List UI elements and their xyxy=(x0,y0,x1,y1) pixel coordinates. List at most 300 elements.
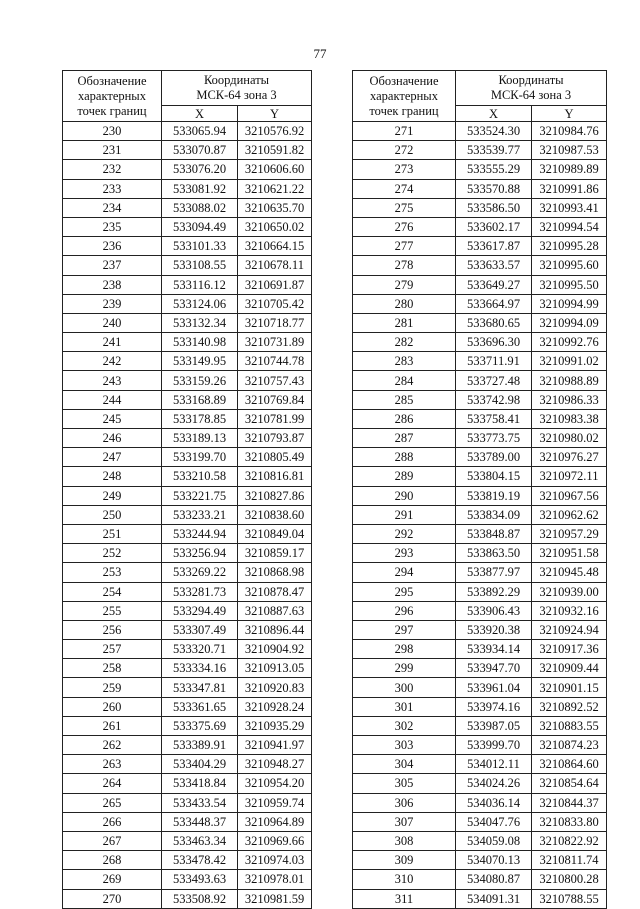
point-number-cell: 280 xyxy=(353,294,456,313)
table-row xyxy=(63,467,312,486)
x-coordinate-cell: 533478.42 xyxy=(162,851,238,870)
y-coordinate-cell: 3210924.94 xyxy=(532,620,607,639)
y-coordinate-cell: 3210964.89 xyxy=(238,812,312,831)
y-coordinate-cell: 3210793.87 xyxy=(238,429,312,448)
point-number-cell: 251 xyxy=(63,524,162,543)
y-coordinate-cell: 3210868.98 xyxy=(238,563,312,582)
point-number-cell: 275 xyxy=(353,198,456,217)
table-row xyxy=(63,889,312,908)
table-row xyxy=(63,275,312,294)
point-number-cell: 282 xyxy=(353,333,456,352)
table-row xyxy=(63,659,312,678)
x-coordinate-cell: 533294.49 xyxy=(162,601,238,620)
table-row xyxy=(353,122,607,141)
point-number-cell: 232 xyxy=(63,160,162,179)
x-coordinate-cell: 533906.43 xyxy=(456,601,532,620)
y-coordinate-cell: 3210822.92 xyxy=(532,831,607,850)
table-row xyxy=(353,812,607,831)
point-number-cell: 291 xyxy=(353,505,456,524)
table-body-left xyxy=(63,122,312,909)
x-coordinate-cell: 533132.34 xyxy=(162,313,238,332)
table-row xyxy=(353,179,607,198)
table-row xyxy=(63,409,312,428)
coordinates-header-line: Координаты xyxy=(203,73,270,87)
y-coordinate-cell: 3210781.99 xyxy=(238,409,312,428)
point-number-cell: 266 xyxy=(63,812,162,831)
x-coordinate-cell: 534070.13 xyxy=(456,851,532,870)
y-coordinate-cell: 3210972.11 xyxy=(532,467,607,486)
x-coordinate-cell: 533974.16 xyxy=(456,697,532,716)
x-coordinate-cell: 534036.14 xyxy=(456,793,532,812)
table-row xyxy=(63,179,312,198)
y-coordinate-cell: 3210744.78 xyxy=(238,352,312,371)
y-coordinate-cell: 3210691.87 xyxy=(238,275,312,294)
y-coordinate-cell: 3210993.41 xyxy=(532,198,607,217)
y-coordinate-cell: 3210878.47 xyxy=(238,582,312,601)
x-coordinate-cell: 533116.12 xyxy=(162,275,238,294)
point-number-cell: 235 xyxy=(63,217,162,236)
y-coordinate-cell: 3210951.58 xyxy=(532,544,607,563)
point-number-cell: 258 xyxy=(63,659,162,678)
x-coordinate-cell: 533178.85 xyxy=(162,409,238,428)
table-row xyxy=(353,563,607,582)
x-coordinate-cell: 533244.94 xyxy=(162,524,238,543)
y-coordinate-cell: 3210992.76 xyxy=(532,333,607,352)
point-number-cell: 310 xyxy=(353,870,456,889)
y-coordinate-cell: 3210978.01 xyxy=(238,870,312,889)
x-coordinate-cell: 533281.73 xyxy=(162,582,238,601)
y-coordinate-cell: 3210994.54 xyxy=(532,217,607,236)
y-coordinate-cell: 3210987.53 xyxy=(532,141,607,160)
table-row xyxy=(353,736,607,755)
y-coordinate-cell: 3210959.74 xyxy=(238,793,312,812)
y-coordinate-cell: 3210896.44 xyxy=(238,620,312,639)
table-row xyxy=(63,122,312,141)
point-number-cell: 278 xyxy=(353,256,456,275)
table-row xyxy=(353,659,607,678)
table-row xyxy=(63,198,312,217)
point-number-cell: 261 xyxy=(63,716,162,735)
table-row xyxy=(353,198,607,217)
x-header: X xyxy=(456,106,532,122)
x-coordinate-cell: 533140.98 xyxy=(162,333,238,352)
table-row xyxy=(353,256,607,275)
table-row xyxy=(353,697,607,716)
coordinates-table-right xyxy=(352,70,607,909)
x-coordinate-cell: 533233.21 xyxy=(162,505,238,524)
point-number-cell: 239 xyxy=(63,294,162,313)
y-coordinate-cell: 3210941.97 xyxy=(238,736,312,755)
y-coordinate-cell: 3210995.50 xyxy=(532,275,607,294)
y-coordinate-cell: 3210967.56 xyxy=(532,486,607,505)
y-coordinate-cell: 3210913.05 xyxy=(238,659,312,678)
x-coordinate-cell: 533508.92 xyxy=(162,889,238,908)
y-coordinate-cell: 3210991.86 xyxy=(532,179,607,198)
x-coordinate-cell: 533269.22 xyxy=(162,563,238,582)
point-number-cell: 245 xyxy=(63,409,162,428)
y-coordinate-cell: 3210988.89 xyxy=(532,371,607,390)
point-number-cell: 249 xyxy=(63,486,162,505)
table-row xyxy=(63,313,312,332)
point-number-cell: 298 xyxy=(353,640,456,659)
point-number-cell: 263 xyxy=(63,755,162,774)
table-row xyxy=(63,333,312,352)
point-number-cell: 287 xyxy=(353,429,456,448)
point-number-cell: 272 xyxy=(353,141,456,160)
x-coordinate-cell: 533570.88 xyxy=(456,179,532,198)
y-coordinate-cell: 3210939.00 xyxy=(532,582,607,601)
table-row xyxy=(63,793,312,812)
point-number-cell: 270 xyxy=(63,889,162,908)
coordinates-header xyxy=(456,71,607,106)
point-number-cell: 262 xyxy=(63,736,162,755)
point-number-cell: 290 xyxy=(353,486,456,505)
y-coordinate-cell: 3210838.60 xyxy=(238,505,312,524)
x-coordinate-cell: 534012.11 xyxy=(456,755,532,774)
x-coordinate-cell: 533081.92 xyxy=(162,179,238,198)
table-row xyxy=(353,390,607,409)
y-coordinate-cell: 3210705.42 xyxy=(238,294,312,313)
table-row xyxy=(63,697,312,716)
point-number-cell: 274 xyxy=(353,179,456,198)
x-coordinate-cell: 534047.76 xyxy=(456,812,532,831)
y-coordinate-cell: 3210849.04 xyxy=(238,524,312,543)
y-coordinate-cell: 3210948.27 xyxy=(238,755,312,774)
y-coordinate-cell: 3210864.60 xyxy=(532,755,607,774)
x-coordinate-cell: 533789.00 xyxy=(456,448,532,467)
table-row xyxy=(63,256,312,275)
y-coordinate-cell: 3210995.60 xyxy=(532,256,607,275)
designation-header-line: характерных xyxy=(370,88,438,103)
point-number-cell: 242 xyxy=(63,352,162,371)
point-number-cell: 253 xyxy=(63,563,162,582)
x-coordinate-cell: 533065.94 xyxy=(162,122,238,141)
y-coordinate-cell: 3210969.66 xyxy=(238,831,312,850)
table-row xyxy=(63,563,312,582)
y-coordinate-cell: 3210986.33 xyxy=(532,390,607,409)
x-coordinate-cell: 533877.97 xyxy=(456,563,532,582)
table-row xyxy=(63,505,312,524)
x-coordinate-cell: 533124.06 xyxy=(162,294,238,313)
x-header: X xyxy=(162,106,238,122)
point-number-cell: 257 xyxy=(63,640,162,659)
point-number-cell: 292 xyxy=(353,524,456,543)
point-number-cell: 255 xyxy=(63,601,162,620)
y-coordinate-cell: 3210892.52 xyxy=(532,697,607,716)
point-number-cell: 254 xyxy=(63,582,162,601)
point-number-cell: 243 xyxy=(63,371,162,390)
y-coordinate-cell: 3210718.77 xyxy=(238,313,312,332)
x-coordinate-cell: 533199.70 xyxy=(162,448,238,467)
y-coordinate-cell: 3210994.09 xyxy=(532,313,607,332)
y-coordinate-cell: 3210827.86 xyxy=(238,486,312,505)
y-coordinate-cell: 3210984.76 xyxy=(532,122,607,141)
point-number-cell: 306 xyxy=(353,793,456,812)
point-number-cell: 252 xyxy=(63,544,162,563)
point-number-cell: 269 xyxy=(63,870,162,889)
table-row xyxy=(63,141,312,160)
x-coordinate-cell: 533221.75 xyxy=(162,486,238,505)
point-number-cell: 281 xyxy=(353,313,456,332)
y-coordinate-cell: 3210976.27 xyxy=(532,448,607,467)
x-coordinate-cell: 533404.29 xyxy=(162,755,238,774)
y-coordinate-cell: 3210962.62 xyxy=(532,505,607,524)
x-coordinate-cell: 533076.20 xyxy=(162,160,238,179)
point-number-cell: 260 xyxy=(63,697,162,716)
y-coordinate-cell: 3210854.64 xyxy=(532,774,607,793)
y-coordinate-cell: 3210621.22 xyxy=(238,179,312,198)
point-number-cell: 302 xyxy=(353,716,456,735)
x-coordinate-cell: 533189.13 xyxy=(162,429,238,448)
y-coordinate-cell: 3210957.29 xyxy=(532,524,607,543)
x-coordinate-cell: 534080.87 xyxy=(456,870,532,889)
designation-header-line: точек границ xyxy=(369,103,439,118)
point-number-cell: 299 xyxy=(353,659,456,678)
table-row xyxy=(353,640,607,659)
y-coordinate-cell: 3210935.29 xyxy=(238,716,312,735)
table-row xyxy=(353,429,607,448)
table-row xyxy=(63,582,312,601)
designation-header xyxy=(63,71,162,122)
y-coordinate-cell: 3210769.84 xyxy=(238,390,312,409)
x-coordinate-cell: 533680.65 xyxy=(456,313,532,332)
x-coordinate-cell: 533361.65 xyxy=(162,697,238,716)
coordinates-header xyxy=(162,71,312,106)
designation-header-line: точек границ xyxy=(77,103,147,118)
x-coordinate-cell: 533070.87 xyxy=(162,141,238,160)
table-row xyxy=(63,831,312,850)
table-row xyxy=(353,333,607,352)
point-number-cell: 268 xyxy=(63,851,162,870)
point-number-cell: 288 xyxy=(353,448,456,467)
y-coordinate-cell: 3210757.43 xyxy=(238,371,312,390)
table-row xyxy=(353,620,607,639)
x-coordinate-cell: 533094.49 xyxy=(162,217,238,236)
x-coordinate-cell: 533320.71 xyxy=(162,640,238,659)
table-row xyxy=(353,582,607,601)
point-number-cell: 265 xyxy=(63,793,162,812)
table-row xyxy=(63,429,312,448)
y-coordinate-cell: 3210995.28 xyxy=(532,237,607,256)
point-number-cell: 248 xyxy=(63,467,162,486)
table-row xyxy=(353,275,607,294)
point-number-cell: 279 xyxy=(353,275,456,294)
x-coordinate-cell: 533947.70 xyxy=(456,659,532,678)
point-number-cell: 234 xyxy=(63,198,162,217)
x-coordinate-cell: 533149.95 xyxy=(162,352,238,371)
point-number-cell: 305 xyxy=(353,774,456,793)
point-number-cell: 271 xyxy=(353,122,456,141)
table-row xyxy=(63,237,312,256)
coordinates-header-line: Координаты xyxy=(498,73,564,87)
table-row xyxy=(353,409,607,428)
y-coordinate-cell: 3210981.59 xyxy=(238,889,312,908)
x-coordinate-cell: 533758.41 xyxy=(456,409,532,428)
x-coordinate-cell: 533834.09 xyxy=(456,505,532,524)
x-coordinate-cell: 533448.37 xyxy=(162,812,238,831)
x-coordinate-cell: 533159.26 xyxy=(162,371,238,390)
point-number-cell: 247 xyxy=(63,448,162,467)
designation-header-line: Обозначение xyxy=(77,73,147,88)
x-coordinate-cell: 533168.89 xyxy=(162,390,238,409)
point-number-cell: 300 xyxy=(353,678,456,697)
table-row xyxy=(63,601,312,620)
y-coordinate-cell: 3210980.02 xyxy=(532,429,607,448)
x-coordinate-cell: 534059.08 xyxy=(456,831,532,850)
point-number-cell: 244 xyxy=(63,390,162,409)
table-row xyxy=(63,755,312,774)
table-row xyxy=(63,678,312,697)
point-number-cell: 304 xyxy=(353,755,456,774)
x-coordinate-cell: 534091.31 xyxy=(456,889,532,908)
x-coordinate-cell: 533463.34 xyxy=(162,831,238,850)
x-coordinate-cell: 533987.05 xyxy=(456,716,532,735)
table-row xyxy=(63,544,312,563)
y-coordinate-cell: 3210576.92 xyxy=(238,122,312,141)
point-number-cell: 267 xyxy=(63,831,162,850)
point-number-cell: 284 xyxy=(353,371,456,390)
point-number-cell: 241 xyxy=(63,333,162,352)
x-coordinate-cell: 533347.81 xyxy=(162,678,238,697)
point-number-cell: 286 xyxy=(353,409,456,428)
x-coordinate-cell: 533334.16 xyxy=(162,659,238,678)
y-coordinate-cell: 3210731.89 xyxy=(238,333,312,352)
y-coordinate-cell: 3210635.70 xyxy=(238,198,312,217)
y-coordinate-cell: 3210606.60 xyxy=(238,160,312,179)
table-row xyxy=(353,870,607,889)
point-number-cell: 285 xyxy=(353,390,456,409)
table-row xyxy=(353,352,607,371)
y-coordinate-cell: 3210954.20 xyxy=(238,774,312,793)
y-coordinate-cell: 3210945.48 xyxy=(532,563,607,582)
x-coordinate-cell: 533210.58 xyxy=(162,467,238,486)
table-row xyxy=(353,141,607,160)
point-number-cell: 276 xyxy=(353,217,456,236)
point-number-cell: 231 xyxy=(63,141,162,160)
table-row xyxy=(63,870,312,889)
table-row xyxy=(63,217,312,236)
point-number-cell: 309 xyxy=(353,851,456,870)
x-coordinate-cell: 533602.17 xyxy=(456,217,532,236)
y-header: Y xyxy=(238,106,312,122)
x-coordinate-cell: 533307.49 xyxy=(162,620,238,639)
y-coordinate-cell: 3210788.55 xyxy=(532,889,607,908)
table-row xyxy=(353,831,607,850)
y-coordinate-cell: 3210650.02 xyxy=(238,217,312,236)
coordinates-table-left xyxy=(62,70,312,909)
table-row xyxy=(353,313,607,332)
point-number-cell: 237 xyxy=(63,256,162,275)
point-number-cell: 233 xyxy=(63,179,162,198)
table-row xyxy=(63,390,312,409)
point-number-cell: 238 xyxy=(63,275,162,294)
y-coordinate-cell: 3210811.74 xyxy=(532,851,607,870)
y-coordinate-cell: 3210994.99 xyxy=(532,294,607,313)
y-coordinate-cell: 3210805.49 xyxy=(238,448,312,467)
x-coordinate-cell: 533256.94 xyxy=(162,544,238,563)
x-coordinate-cell: 533088.02 xyxy=(162,198,238,217)
point-number-cell: 264 xyxy=(63,774,162,793)
table-row xyxy=(353,294,607,313)
point-number-cell: 297 xyxy=(353,620,456,639)
y-coordinate-cell: 3210901.15 xyxy=(532,678,607,697)
y-coordinate-cell: 3210800.28 xyxy=(532,870,607,889)
table-row xyxy=(63,716,312,735)
y-coordinate-cell: 3210974.03 xyxy=(238,851,312,870)
x-coordinate-cell: 533961.04 xyxy=(456,678,532,697)
x-coordinate-cell: 533711.91 xyxy=(456,352,532,371)
table-row xyxy=(353,486,607,505)
designation-header-line: характерных xyxy=(78,88,146,103)
point-number-cell: 303 xyxy=(353,736,456,755)
table-row xyxy=(63,736,312,755)
point-number-cell: 307 xyxy=(353,812,456,831)
point-number-cell: 259 xyxy=(63,678,162,697)
point-number-cell: 293 xyxy=(353,544,456,563)
x-coordinate-cell: 533524.30 xyxy=(456,122,532,141)
point-number-cell: 246 xyxy=(63,429,162,448)
table-row xyxy=(353,678,607,697)
x-coordinate-cell: 533101.33 xyxy=(162,237,238,256)
table-row xyxy=(63,812,312,831)
y-coordinate-cell: 3210844.37 xyxy=(532,793,607,812)
x-coordinate-cell: 534024.26 xyxy=(456,774,532,793)
coordinates-header-line: МСК-64 зона 3 xyxy=(490,88,572,102)
table-row xyxy=(63,371,312,390)
y-coordinate-cell: 3210928.24 xyxy=(238,697,312,716)
point-number-cell: 277 xyxy=(353,237,456,256)
y-coordinate-cell: 3210917.36 xyxy=(532,640,607,659)
point-number-cell: 230 xyxy=(63,122,162,141)
y-coordinate-cell: 3210664.15 xyxy=(238,237,312,256)
x-coordinate-cell: 533727.48 xyxy=(456,371,532,390)
x-coordinate-cell: 533804.15 xyxy=(456,467,532,486)
table-row xyxy=(63,160,312,179)
y-coordinate-cell: 3210887.63 xyxy=(238,601,312,620)
y-coordinate-cell: 3210678.11 xyxy=(238,256,312,275)
table-row xyxy=(353,217,607,236)
table-row xyxy=(353,371,607,390)
table-row xyxy=(353,774,607,793)
table-row xyxy=(63,352,312,371)
point-number-cell: 250 xyxy=(63,505,162,524)
point-number-cell: 294 xyxy=(353,563,456,582)
x-coordinate-cell: 533999.70 xyxy=(456,736,532,755)
x-coordinate-cell: 533633.57 xyxy=(456,256,532,275)
x-coordinate-cell: 533433.54 xyxy=(162,793,238,812)
point-number-cell: 311 xyxy=(353,889,456,908)
x-coordinate-cell: 533375.69 xyxy=(162,716,238,735)
page-number: 77 xyxy=(313,46,327,61)
x-coordinate-cell: 533934.14 xyxy=(456,640,532,659)
x-coordinate-cell: 533493.63 xyxy=(162,870,238,889)
y-coordinate-cell: 3210920.83 xyxy=(238,678,312,697)
x-coordinate-cell: 533696.30 xyxy=(456,333,532,352)
point-number-cell: 289 xyxy=(353,467,456,486)
coordinates-header-line: МСК-64 зона 3 xyxy=(196,88,277,102)
x-coordinate-cell: 533848.87 xyxy=(456,524,532,543)
designation-header-line: Обозначение xyxy=(369,73,439,88)
table-row xyxy=(63,294,312,313)
y-coordinate-cell: 3210983.38 xyxy=(532,409,607,428)
y-coordinate-cell: 3210874.23 xyxy=(532,736,607,755)
table-row xyxy=(353,755,607,774)
y-coordinate-cell: 3210816.81 xyxy=(238,467,312,486)
x-coordinate-cell: 533819.19 xyxy=(456,486,532,505)
y-coordinate-cell: 3210989.89 xyxy=(532,160,607,179)
table-row xyxy=(63,851,312,870)
y-coordinate-cell: 3210909.44 xyxy=(532,659,607,678)
